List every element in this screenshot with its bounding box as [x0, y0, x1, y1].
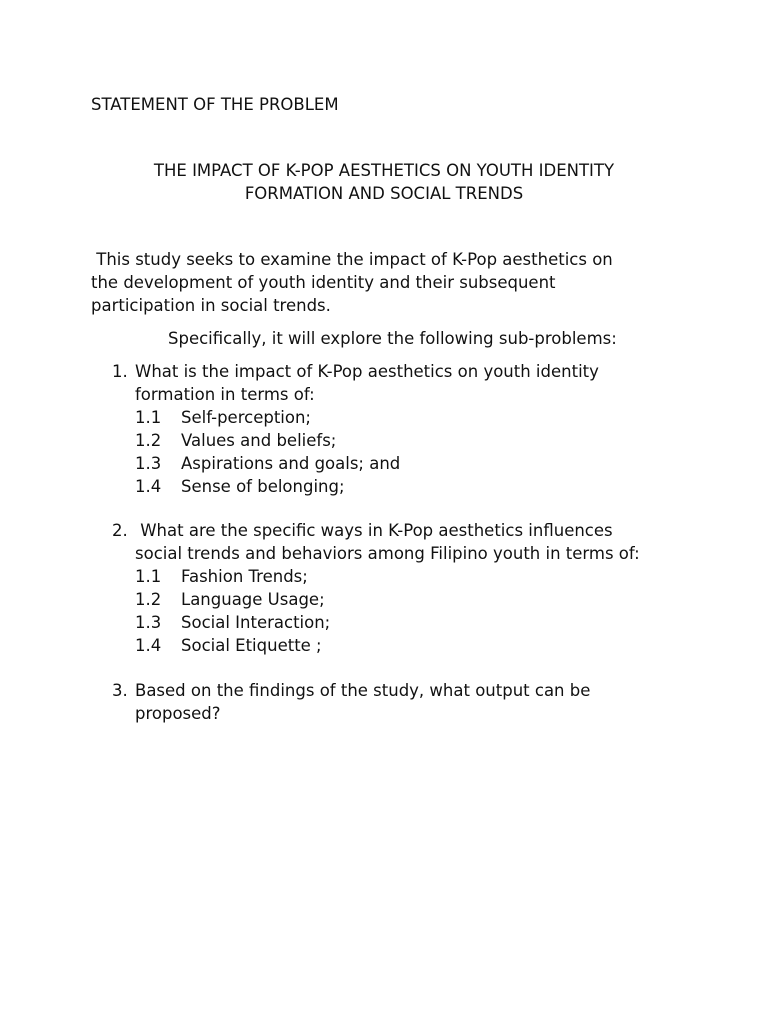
sub-item-text: Aspirations and goals; and: [181, 454, 401, 473]
sub-item-text: Language Usage;: [181, 590, 325, 609]
intro-paragraph: [91, 248, 691, 317]
problem-text: social trends and behaviors among Filipino youth in terms of:: [135, 544, 640, 563]
sub-item-text: Social Etiquette ;: [181, 636, 322, 655]
problem-number: 2.: [112, 521, 128, 540]
sub-item: [112, 588, 732, 611]
problem-number: 3.: [112, 681, 128, 700]
problem-number: 1.: [112, 362, 128, 381]
problem-text: What is the impact of K-Pop aesthetics on youth identity: [135, 362, 599, 381]
sub-item-number: 1.1: [135, 567, 162, 586]
problem-2: [112, 519, 732, 657]
problem-text: proposed?: [135, 704, 221, 723]
sub-item-text: Fashion Trends;: [181, 567, 308, 586]
title-line: THE IMPACT OF K-POP AESTHETICS ON YOUTH IDENTITY: [153, 161, 615, 180]
problem-line: [112, 360, 732, 383]
intro-line: This study seeks to examine the impact of K-Pop aesthetics on: [91, 250, 613, 269]
sub-item: [112, 634, 732, 657]
sub-item: [112, 429, 732, 452]
problem-text: Based on the findings of the study, what output can be: [135, 681, 591, 700]
sub-item-number: 1.4: [135, 636, 162, 655]
sub-item: [112, 475, 732, 498]
sub-item: [112, 406, 732, 429]
sub-item-number: 1.2: [135, 590, 162, 609]
sub-problems-intro: Specifically, it will explore the following sub-problems:: [168, 329, 617, 348]
problem-line: [112, 519, 732, 542]
sub-item-text: Self-perception;: [181, 408, 311, 427]
sub-item-number: 1.3: [135, 613, 162, 632]
sub-item-text: Social Interaction;: [181, 613, 331, 632]
document-title: [90, 159, 678, 205]
section-heading: STATEMENT OF THE PROBLEM: [91, 95, 339, 114]
sub-item: [112, 565, 732, 588]
sub-item-number: 1.3: [135, 454, 162, 473]
title-line: FORMATION AND SOCIAL TRENDS: [244, 184, 524, 203]
sub-item: [112, 611, 732, 634]
sub-item: [112, 452, 732, 475]
sub-item-number: 1.2: [135, 431, 162, 450]
intro-line: participation in social trends.: [91, 296, 331, 315]
intro-line: the development of youth identity and their subsequent: [91, 273, 556, 292]
sub-item-text: Values and beliefs;: [181, 431, 337, 450]
sub-item-text: Sense of belonging;: [181, 477, 345, 496]
problem-3: [112, 679, 732, 725]
problem-text: formation in terms of:: [135, 385, 315, 404]
problem-line: [112, 679, 732, 702]
problem-1: [112, 360, 732, 498]
sub-item-number: 1.1: [135, 408, 162, 427]
problem-text: What are the specific ways in K-Pop aesthetics influences: [135, 521, 613, 540]
sub-item-number: 1.4: [135, 477, 162, 496]
